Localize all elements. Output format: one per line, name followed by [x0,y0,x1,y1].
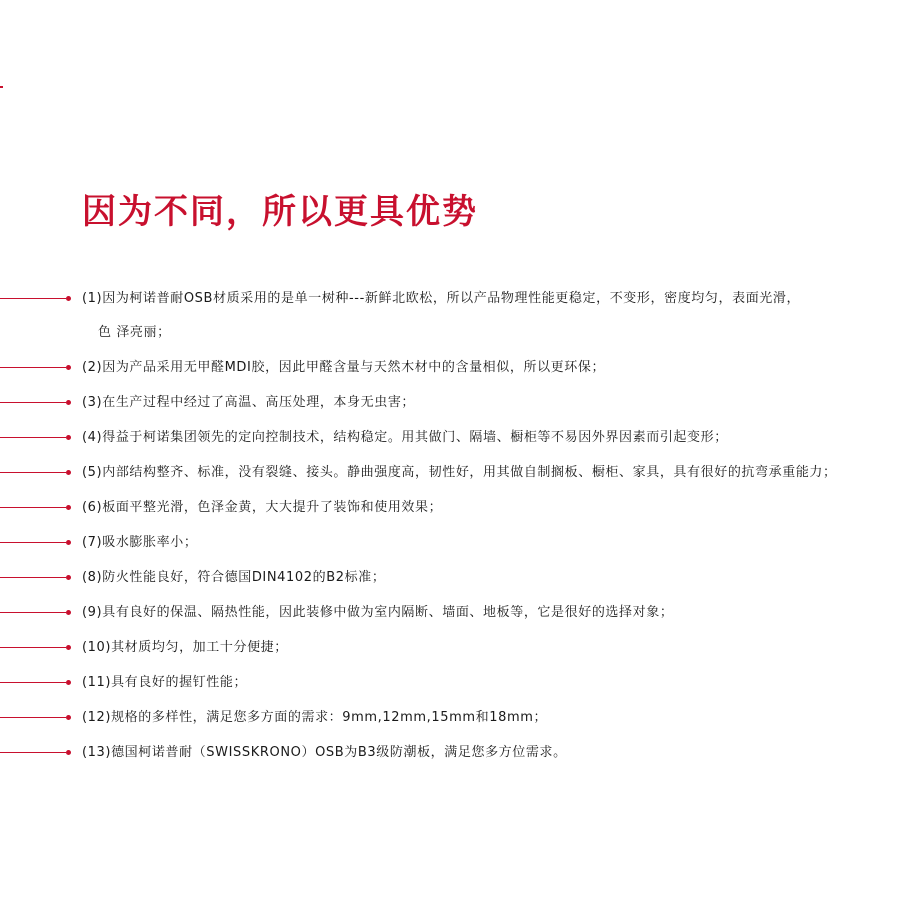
connector-line [0,577,66,578]
list-item-text-continued: 色 泽亮丽； [98,325,171,340]
list-item-text: (4)得益于柯诺集团领先的定向控制技术，结构稳定。用其做门、隔墙、橱柜等不易因外界因素而引起变形； [82,430,728,445]
list-item-text: (5)内部结构整齐、标准，没有裂缝、接头。静曲强度高，韧性好，用其做自制搁板、橱柜、家具，具有很好的抗弯承重能力； [82,465,837,480]
connector-line [0,682,66,683]
bullet-dot [66,610,71,615]
list-item [0,741,900,765]
connector-line [0,298,66,299]
list-item [0,636,900,660]
connector-line [0,717,66,718]
list-item-text: (8)防火性能良好，符合德国DIN4102的B2标准； [82,570,386,585]
list-item-text: (2)因为产品采用无甲醛MDI胶，因此甲醛含量与天然木材中的含量相似，所以更环保； [82,360,606,375]
list-item [0,356,900,380]
list-item-text: (6)板面平整光滑，色泽金黄，大大提升了装饰和使用效果； [82,500,443,515]
bullet-dot [66,680,71,685]
list-item-text: (13)德国柯诺普耐（SWISSKRONO）OSB为B3级防潮板，满足您多方位需求。 [82,745,567,760]
bullet-dot [66,715,71,720]
bullet-dot [66,296,71,301]
list-item [0,671,900,695]
list-item-text: (10)其材质均匀，加工十分便捷； [82,640,288,655]
list-item [0,461,900,485]
connector-line [0,367,66,368]
list-item [0,706,900,730]
list-item-text: (12)规格的多样性，满足您多方面的需求：9mm,12mm,15mm和18mm； [82,710,548,725]
bullet-dot [66,505,71,510]
list-item-text: (1)因为柯诺普耐OSB材质采用的是单一树种---新鲜北欧松，所以产品物理性能更稳定，不变形，密度均匀，表面光滑， [82,291,801,306]
bullet-dot [66,365,71,370]
list-item [0,391,900,415]
list-item [0,496,900,520]
connector-line [0,752,66,753]
list-item-text: (3)在生产过程中经过了高温、高压处理，本身无虫害； [82,395,416,410]
bullet-dot [66,645,71,650]
connector-line [0,402,66,403]
list-item [0,601,900,625]
connector-line [0,612,66,613]
list-item [0,287,900,340]
corner-accent-mark [0,86,3,88]
list-item [0,426,900,450]
bullet-dot [66,540,71,545]
list-item [0,566,900,590]
bullet-dot [66,435,71,440]
page-heading: 因为不同，所以更具优势 [82,192,478,232]
connector-line [0,647,66,648]
list-item-text: (11)具有良好的握钉性能； [82,675,248,690]
connector-line [0,542,66,543]
connector-line [0,507,66,508]
list-item-text: (9)具有良好的保温、隔热性能，因此装修中做为室内隔断、墙面、地板等，它是很好的选择对象； [82,605,674,620]
connector-line [0,437,66,438]
bullet-dot [66,750,71,755]
list-item-text: (7)吸水膨胀率小； [82,535,198,550]
list-item [0,531,900,555]
connector-line [0,472,66,473]
bullet-dot [66,575,71,580]
bullet-dot [66,470,71,475]
bullet-dot [66,400,71,405]
